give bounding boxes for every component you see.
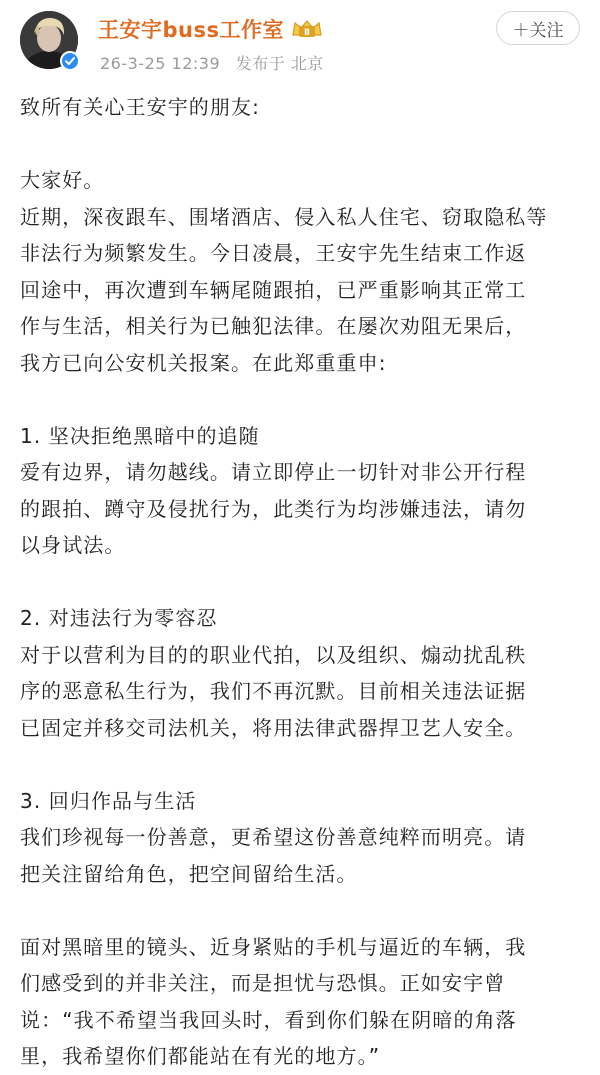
section2-line: 序的恶意私生行为，我们不再沉默。目前相关违法证据 — [20, 679, 527, 703]
paragraph-gap — [20, 381, 585, 418]
intro-line: 非法行为频繁发生。今日凌晨，王安宇先生结束工作返 — [20, 241, 527, 265]
section3-title: 3. 回归作品与生活 — [20, 788, 197, 813]
author-row — [98, 13, 324, 45]
verified-check-icon — [60, 51, 80, 71]
paragraph-gap — [20, 564, 585, 601]
post-content — [20, 89, 585, 1075]
section1-line: 爱有边界，请勿越线。请立即停止一切针对非公开行程 — [20, 460, 527, 484]
paragraph-gap — [20, 126, 585, 163]
intro-line: 我方已向公安机关报案。在此郑重重申: — [20, 350, 387, 375]
section2-line: 已固定并移交司法机关，将用法律武器捍卫艺人安全。 — [20, 715, 527, 740]
section1-line: 的跟拍、蹲守及侵扰行为，此类行为均涉嫌违法，请勿 — [20, 496, 527, 521]
intro-line: 回途中，再次遭到车辆尾随跟拍，已严重影响其正常工 — [20, 277, 527, 302]
follow-button[interactable]: ＋关注 — [496, 11, 580, 45]
paragraph-gap — [20, 746, 585, 783]
post-meta — [100, 51, 334, 74]
section3-line: 把关注留给角色，把空间留给生活。 — [20, 861, 358, 886]
section3-line: 我们珍视每一份善意，更希望这份善意纯粹而明亮。请 — [20, 825, 527, 849]
section2-line: 对于以营利为目的的职业代拍，以及组织、煽动扰乱秩 — [20, 642, 527, 667]
crown-badge-icon[interactable] — [290, 18, 324, 40]
salutation-line: 大家好。 — [20, 168, 105, 192]
intro-line: 作与生活，相关行为已触犯法律。在屡次劝阻无果后， — [20, 314, 527, 338]
closing-line: 里，我希望你们都能站在有光的地方。” — [20, 1044, 381, 1068]
section1-title: 1. 坚决拒绝黑暗中的追随 — [20, 423, 260, 448]
section1-line: 以身试法。 — [20, 533, 126, 557]
intro-line: 近期，深夜跟车、围堵酒店、侵入私人住宅、窃取隐私等 — [20, 204, 548, 229]
post-timestamp: 26-3-25 12:39 — [100, 54, 221, 73]
post-location: 发布于 北京 — [235, 54, 324, 73]
closing-line: 说：“我不希望当我回头时，看到你们躲在阴暗的角落 — [20, 1007, 517, 1032]
closing-line: 们感受到的并非关注，而是担忧与恐惧。正如安宇曾 — [20, 971, 506, 995]
greeting-line: 致所有关心王安宇的朋友: — [20, 95, 260, 119]
post-header — [0, 0, 600, 84]
avatar[interactable] — [20, 11, 78, 69]
author-name[interactable]: 王安宇buss工作室 — [98, 18, 284, 42]
paragraph-gap — [20, 892, 585, 929]
section2-title: 2. 对违法行为零容忍 — [20, 606, 218, 630]
closing-line: 面对黑暗里的镜头、近身紧贴的手机与逼近的车辆，我 — [20, 934, 527, 959]
crown-badge-level: Ⅱ — [304, 28, 310, 38]
